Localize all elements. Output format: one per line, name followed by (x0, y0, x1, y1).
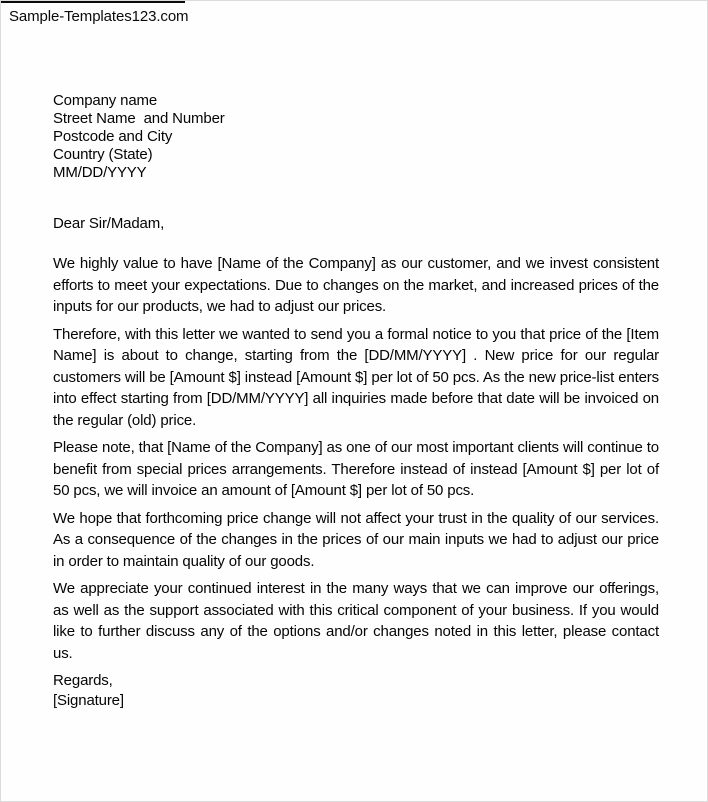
sender-postcode-city: Postcode and City (53, 128, 173, 145)
paragraph-price-notice: Therefore, with this letter we wanted to send you a formal notice to you that price of the [Item Name] is about to change, starting from the [DD/MM/YYYY] . New price for our regular customers will be [Amount $] instead [Amount $] per lot of 50 pcs. As the new price-list enters into effect starting from [DD/MM/YYYY] all inquiries made before that date will be invoiced on the regular (old) price. (53, 325, 659, 429)
closing-regards: Regards, (53, 672, 113, 689)
paragraph-intro: We highly value to have [Name of the Company] as our customer, and we invest consistent efforts to meet your expectations. Due to changes on the market, and increased prices of the inputs for our products, we had to adjust our prices. (53, 255, 659, 315)
paragraph-appreciation: We appreciate your continued interest in the many ways that we can improve our offerings, as well as the support associated with this critical component of your business. If you would like to further discuss any of the options and/or changes noted in this letter, please contact us. (53, 580, 659, 662)
letter-date: MM/DD/YYYY (53, 164, 147, 181)
sender-country: Country (State) (53, 146, 153, 163)
sender-company-name: Company name (53, 92, 158, 109)
salutation: Dear Sir/Madam, (53, 215, 165, 232)
paragraph-special-arrangement: Please note, that [Name of the Company] as one of our most important clients will continue to benefit from special prices arrangements. Therefore instead of instead [Amount $] per lot of 50 pcs, we will invoice an amount of [Amount $] per lot of 50 pcs. (53, 439, 659, 499)
paragraph-quality-assurance: We hope that forthcoming price change will not affect your trust in the quality of our services. As a consequence of the changes in the prices of our main inputs we had to adjust our price in order to maintain quality of our goods. (53, 509, 659, 570)
closing-block (53, 671, 659, 711)
closing-signature: [Signature] (53, 692, 124, 709)
site-title: Sample-Templates123.com (9, 8, 189, 25)
letter-body (53, 1, 659, 711)
sender-street: Street Name and Number (53, 110, 225, 127)
sender-address-block (53, 92, 659, 182)
